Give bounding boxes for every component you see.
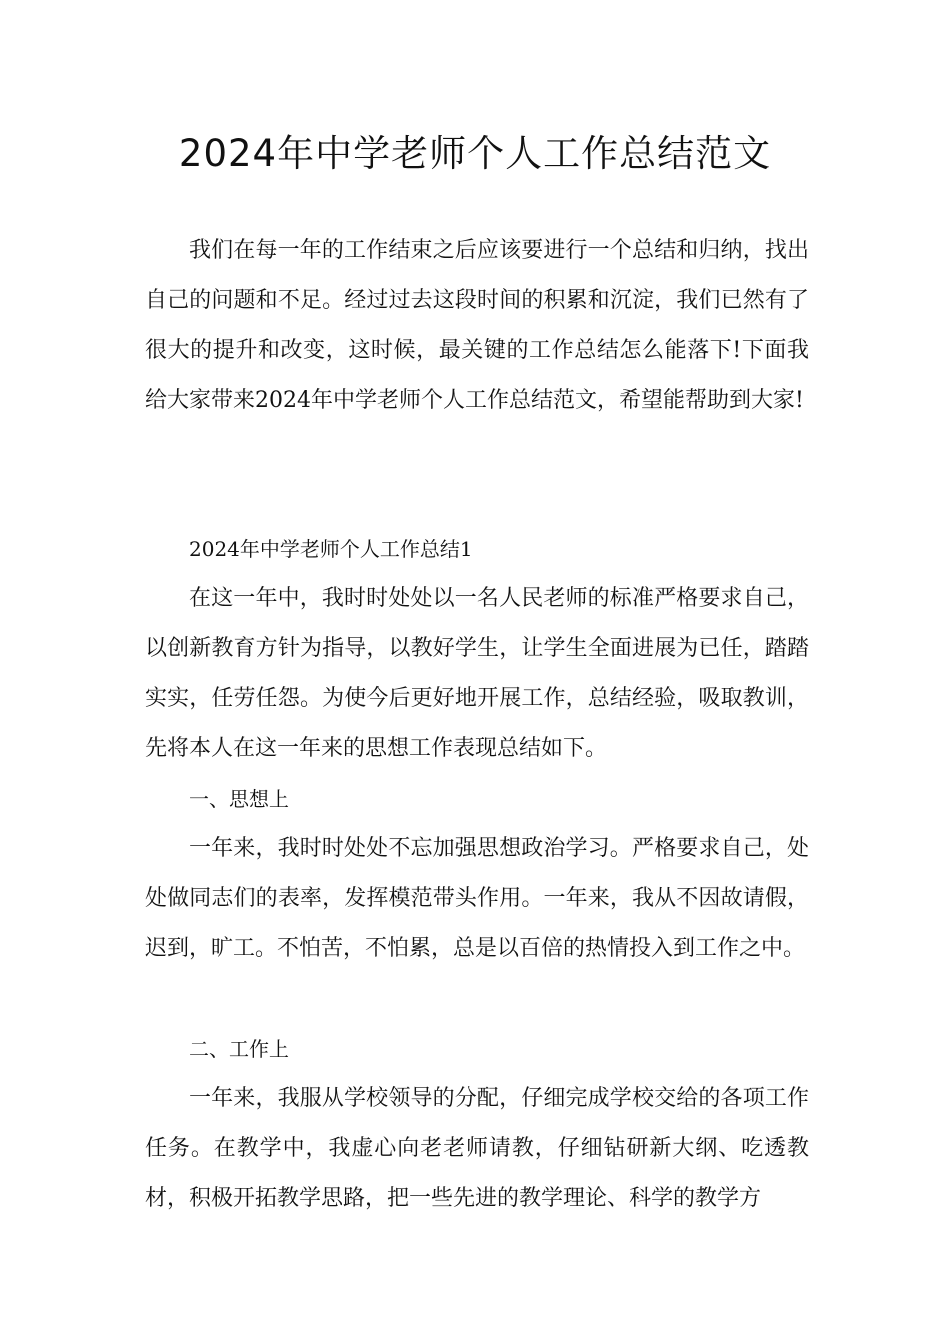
heading-work: 二、工作上 — [189, 1037, 289, 1061]
work-paragraph: 一年来，我服从学校领导的分配，仔细完成学校交给的各项工作任务。在教学中，我虚心向老老师请教，仔细钻研新大纲、吃透教材，积极开拓教学思路，把一些先进的教学理论、科学的教学方 — [145, 1086, 809, 1211]
intro-paragraph: 我们在每一年的工作结束之后应该要进行一个总结和归纳，找出自己的问题和不足。经过过去这段时间的积累和沉淀，我们已然有了很大的提升和改变，这时候，最关键的工作总结怎么能落下!下面我给大家带来2024年中学老师个人工作总结范文，希望能帮助到大家! — [145, 238, 809, 413]
document-title: 2024年中学老师个人工作总结范文 — [178, 132, 772, 175]
section-1-title: 2024年中学老师个人工作总结1 — [189, 537, 473, 561]
section-1-paragraph: 在这一年中，我时时处处以一名人民老师的标准严格要求自己，以创新教育方针为指导，以教好学生，让学生全面进展为已任，踏踏实实，任劳任怨。为使今后更好地开展工作，总结经验，吸取教训，先将本人在这一年来的思想工作表现总结如下。 — [145, 586, 809, 761]
heading-thought: 一、思想上 — [189, 787, 289, 811]
thought-paragraph: 一年来，我时时处处不忘加强思想政治学习。严格要求自己，处处做同志们的表率，发挥模范带头作用。一年来，我从不因故请假，迟到，旷工。不怕苦，不怕累，总是以百倍的热情投入到工作之中。 — [145, 836, 809, 961]
